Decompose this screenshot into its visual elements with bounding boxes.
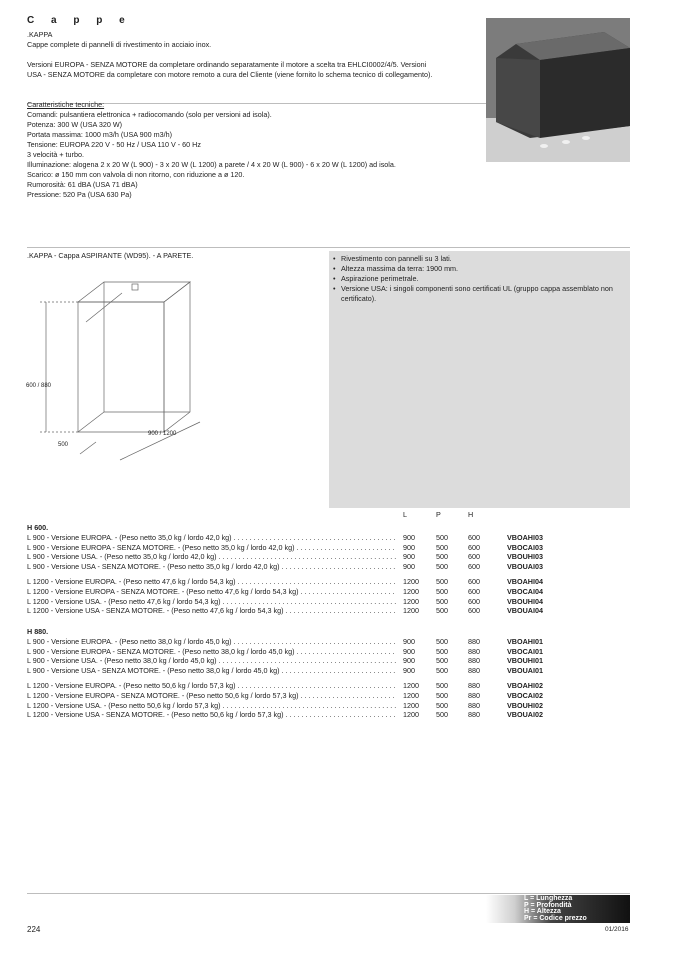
row-height: 600 [468,587,480,596]
table-row [27,647,587,657]
table-row [27,637,587,647]
row-description: L 1200 - Versione EUROPA - SENZA MOTORE. - (Peso netto 50,6 kg / lordo 57,3 kg) . . . [27,691,397,701]
row-depth: 500 [436,533,448,542]
row-code: VBOAHI03 [507,533,543,542]
hood-photo-image [486,18,630,162]
row-height: 880 [468,681,480,691]
table-row [27,587,587,597]
row-description: L 900 - Versione USA. - (Peso netto 35,0 kg / lordo 42,0 kg) . . . [27,552,397,562]
row-description: L 900 - Versione USA. - (Peso netto 38,0 kg / lordo 45,0 kg) . . . [27,656,397,666]
table-row [27,666,587,676]
row-description: L 900 - Versione EUROPA - SENZA MOTORE. - (Peso netto 35,0 kg / lordo 42,0 kg) . . . [27,543,397,553]
row-depth: 500 [436,596,448,606]
table-row [27,691,587,701]
hood-drawing [24,262,224,472]
row-code: VBOAHI04 [507,577,543,587]
row-length: 900 [403,533,415,542]
features-box [329,251,630,508]
row-description: L 900 - Versione EUROPA. - (Peso netto 35,0 kg / lordo 42,0 kg) . . . [27,533,397,543]
row-depth: 500 [436,637,448,646]
intro-paragraph: Cappe complete di pannelli di rivestimento in acciaio inox. [27,40,212,49]
legend-box [486,895,630,923]
row-height: 880 [468,700,480,710]
row-height: 600 [468,552,480,562]
row-code: VBOUAI01 [507,665,543,675]
column-header-l: L [403,510,407,519]
row-length: 1200 [403,691,419,700]
row-length: 1200 [403,606,419,616]
row-description: L 1200 - Versione USA. - (Peso netto 50,6 kg / lordo 57,3 kg) . . . [27,701,397,711]
row-depth: 500 [436,700,448,710]
spec-line: Illuminazione: alogena 2 x 20 W (L 900) - 3 x 20 W (L 1200) a parete / 4 x 20 W (L 900) - 6 x 20 W (L 1200) ad isola. [27,160,396,169]
spec-line: Pressione: 520 Pa (USA 630 Pa) [27,190,132,199]
legend-item: H = Altezza [524,908,561,915]
row-code: VBOAHI01 [507,637,543,646]
table-row [27,710,587,720]
width-dimension: 900 / 1200 [148,431,177,437]
spec-line: Portata massima: 1000 m3/h (USA 900 m3/h) [27,130,173,139]
row-length: 1200 [403,577,419,587]
row-description: L 1200 - Versione EUROPA. - (Peso netto 47,6 kg / lordo 54,3 kg) . . . [27,577,397,587]
height-dimension: 600 / 880 [26,383,52,389]
row-length: 900 [403,646,415,656]
spec-line: Comandi: pulsantiera elettronica + radiocomando (solo per versioni ad isola). [27,110,272,119]
row-code: VBOCAI04 [507,587,543,596]
row-height: 880 [468,656,480,666]
group-title: H 880. [27,627,49,636]
row-length: 1200 [403,587,419,596]
row-description: L 1200 - Versione EUROPA - SENZA MOTORE. - (Peso netto 47,6 kg / lordo 54,3 kg) . . . [27,587,397,597]
table-row [27,562,587,572]
technical-specs [27,100,447,200]
table-row [27,606,587,616]
row-code: VBOUAI04 [507,606,543,616]
row-height: 880 [468,710,480,720]
row-description: L 900 - Versione EUROPA - SENZA MOTORE. - (Peso netto 38,0 kg / lordo 45,0 kg) . . . [27,647,397,657]
table-row [27,533,587,543]
row-depth: 500 [436,561,448,571]
row-code: VBOUHI04 [507,596,543,606]
row-height: 880 [468,691,480,700]
edition-date: 01/2016 [605,926,629,933]
intro-block [27,30,437,90]
feature-item: • Aspirazione perimetrale. [333,274,626,284]
row-depth: 500 [436,542,448,552]
row-depth: 500 [436,691,448,700]
row-description: L 1200 - Versione USA - SENZA MOTORE. - (Peso netto 47,6 kg / lordo 54,3 kg) . . . [27,606,397,616]
row-length: 1200 [403,700,419,710]
spec-line: Potenza: 300 W (USA 320 W) [27,120,123,129]
row-description: L 900 - Versione EUROPA. - (Peso netto 38,0 kg / lordo 45,0 kg) . . . [27,637,397,647]
page-number: 224 [27,925,41,934]
product-title: .KAPPA - Cappa ASPIRANTE (WD95). - A PARETE. [27,251,194,260]
spec-line: Tensione: EUROPA 220 V - 50 Hz / USA 110 V - 60 Hz [27,140,201,149]
depth-dimension: 500 [58,442,69,448]
row-height: 600 [468,577,480,587]
table-row [27,597,587,607]
row-depth: 500 [436,587,448,596]
row-height: 600 [468,561,480,571]
row-length: 900 [403,637,415,646]
row-length: 900 [403,665,415,675]
table-row [27,552,587,562]
row-description: L 1200 - Versione USA. - (Peso netto 47,6 kg / lordo 54,3 kg) . . . [27,597,397,607]
row-height: 600 [468,533,480,542]
legend-item: P = Profondità [524,901,572,909]
row-code: VBOAHI02 [507,681,543,691]
table-row [27,577,587,587]
row-code: VBOUHI01 [507,656,543,666]
row-description: L 900 - Versione USA - SENZA MOTORE. - (Peso netto 35,0 kg / lordo 42,0 kg) . . . [27,562,397,572]
row-length: 1200 [403,681,419,691]
feature-item: • Altezza massima da terra: 1900 mm. [333,264,626,274]
brand-title: C a p p e [27,15,132,26]
spec-line: Scarico: ø 150 mm con valvola di non ritorno, con riduzione a ø 120. [27,170,245,179]
technical-drawing [24,262,224,472]
row-height: 600 [468,596,480,606]
row-description: L 1200 - Versione USA - SENZA MOTORE. - (Peso netto 50,6 kg / lordo 57,3 kg) . . . [27,710,397,720]
row-code: VBOCAI03 [507,542,543,552]
row-depth: 500 [436,552,448,562]
row-depth: 500 [436,665,448,675]
legend-item: L = Lunghezza [524,895,573,902]
intro-paragraph: Versioni EUROPA - SENZA MOTORE da completare ordinando separatamente il motore a scelta tra EHLCI0002/4/5. Versioni USA - SENZA MOTORE da completare con motore remoto a cura del Cliente (viene fornito lo schema tecnico di collegamento). [27,60,433,79]
row-description: L 900 - Versione USA - SENZA MOTORE. - (Peso netto 38,0 kg / lordo 45,0 kg) . . . [27,666,397,676]
row-height: 880 [468,646,480,656]
row-depth: 500 [436,656,448,666]
model-name: .KAPPA [27,30,53,39]
hood-photo [486,18,630,162]
feature-item: • Versione USA: i singoli componenti sono certificati UL (gruppo cappa assemblato non certificato). [333,284,626,304]
row-depth: 500 [436,606,448,616]
row-code: VBOUAI03 [507,561,543,571]
row-height: 880 [468,637,480,646]
column-header-h: H [468,510,474,519]
row-length: 1200 [403,710,419,720]
row-depth: 500 [436,681,448,691]
row-height: 880 [468,665,480,675]
specs-heading: Caratteristiche tecniche: [27,100,105,109]
row-height: 600 [468,542,480,552]
spec-line: Rumorosità: 61 dBA (USA 71 dBA) [27,180,138,189]
table-row [27,656,587,666]
footer-divider [27,893,630,894]
row-depth: 500 [436,710,448,720]
row-height: 600 [468,606,480,616]
row-depth: 500 [436,577,448,587]
row-code: VBOUHI03 [507,552,543,562]
table-row [27,543,587,553]
row-length: 900 [403,552,415,562]
legend-item: Pr = Codice prezzo [524,914,587,922]
row-length: 1200 [403,596,419,606]
table-row [27,681,587,691]
table-row [27,701,587,711]
group-title: H 600. [27,523,49,532]
column-header-p: P [436,510,441,519]
feature-item: • Rivestimento con pannelli su 3 lati. [333,254,626,264]
row-description: L 1200 - Versione EUROPA. - (Peso netto 50,6 kg / lordo 57,3 kg) . . . [27,681,397,691]
row-length: 900 [403,561,415,571]
spec-line: 3 velocità + turbo. [27,150,84,159]
row-length: 900 [403,542,415,552]
row-code: VBOUHI02 [507,700,543,710]
row-code: VBOUAI02 [507,710,543,720]
row-length: 900 [403,656,415,666]
row-code: VBOCAI02 [507,691,543,700]
row-code: VBOCAI01 [507,646,543,656]
row-depth: 500 [436,646,448,656]
section-divider [27,247,630,248]
